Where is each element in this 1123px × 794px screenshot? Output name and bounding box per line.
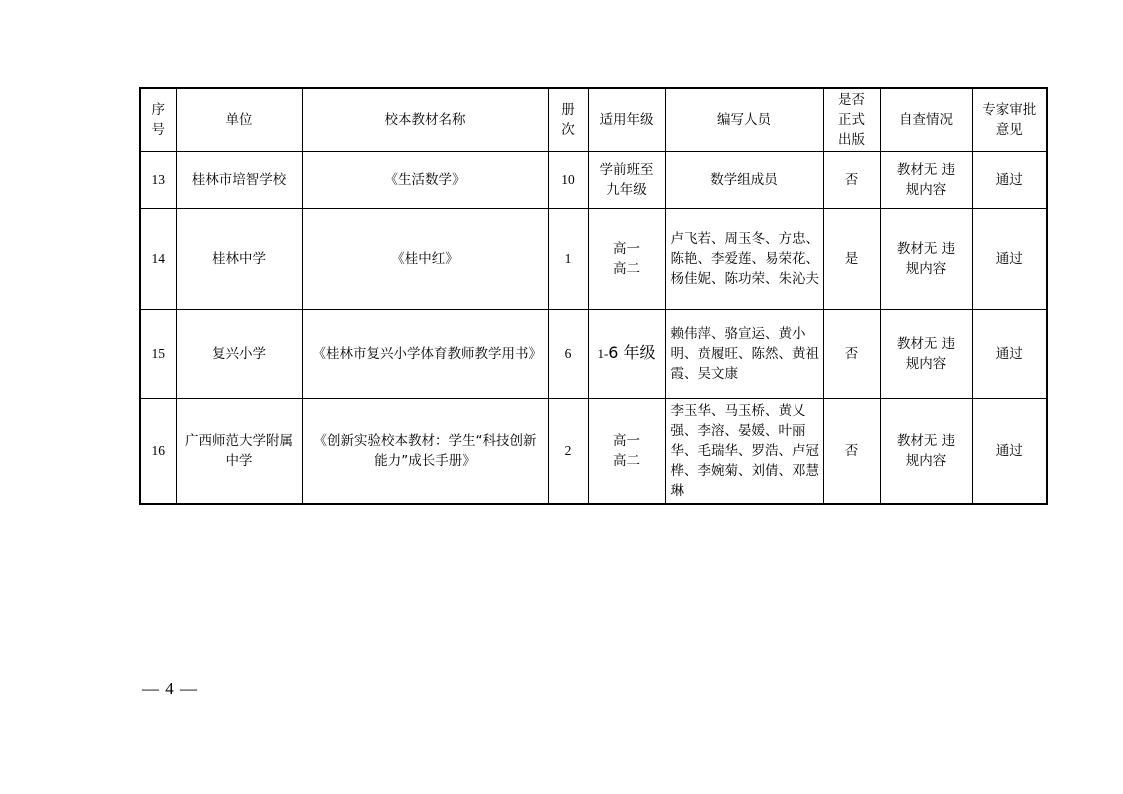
row-unit: 桂林中学 — [176, 208, 302, 309]
row-seq: 14 — [140, 208, 176, 309]
header-row — [140, 88, 1047, 151]
row-authors: 赖伟萍、骆宣运、黄小明、贲履旺、陈然、黄祖霞、吴文康 — [665, 309, 823, 398]
row-name: 《桂林市复兴小学体育教师教学用书》 — [302, 309, 548, 398]
grade-line: 高二 — [613, 260, 640, 277]
row-grade — [588, 398, 665, 504]
grade-main: 6 年级 — [608, 343, 656, 362]
row-authors: 李玉华、马玉桥、黄乂强、李溶、晏媛、叶丽华、毛瑞华、罗浩、卢冠桦、李婉菊、刘倩、邓慧琳 — [665, 398, 823, 504]
row-expert: 通过 — [972, 398, 1047, 504]
header-seq: 序号 — [140, 88, 176, 151]
row-unit: 桂林市培智学校 — [176, 151, 302, 208]
table-row — [140, 309, 1047, 398]
row-volumes: 2 — [548, 398, 588, 504]
header-authors: 编写人员 — [665, 88, 823, 151]
row-self-check: 教材无 违规内容 — [880, 398, 972, 504]
row-unit: 复兴小学 — [176, 309, 302, 398]
textbook-table — [139, 87, 1048, 505]
row-authors: 卢飞若、周玉冬、方忠、陈艳、李爱莲、易荣花、杨佳妮、陈功荣、朱沁夫 — [665, 208, 823, 309]
grade-line: 高一 — [613, 240, 640, 257]
row-seq: 13 — [140, 151, 176, 208]
row-unit: 广西师范大学附属中学 — [176, 398, 302, 504]
row-expert: 通过 — [972, 208, 1047, 309]
row-expert: 通过 — [972, 151, 1047, 208]
row-seq: 16 — [140, 398, 176, 504]
row-grade: 学前班至九年级 — [588, 151, 665, 208]
header-grade: 适用年级 — [588, 88, 665, 151]
row-name: 《创新实验校本教材：学生“科技创新能力”成长手册》 — [302, 398, 548, 504]
header-volumes: 册次 — [548, 88, 588, 151]
header-name: 校本教材名称 — [302, 88, 548, 151]
table-row — [140, 398, 1047, 504]
row-name: 《生活数学》 — [302, 151, 548, 208]
header-expert: 专家审批意见 — [972, 88, 1047, 151]
grade-line: 高二 — [613, 452, 640, 469]
row-seq: 15 — [140, 309, 176, 398]
row-volumes: 10 — [548, 151, 588, 208]
row-volumes: 6 — [548, 309, 588, 398]
row-self-check: 教材无 违规内容 — [880, 151, 972, 208]
header-published: 是否正式出版 — [823, 88, 880, 151]
row-published: 否 — [823, 151, 880, 208]
row-self-check: 教材无 违规内容 — [880, 208, 972, 309]
row-grade — [588, 208, 665, 309]
page-number: — 4 — — [142, 679, 198, 698]
row-published: 否 — [823, 398, 880, 504]
row-published: 否 — [823, 309, 880, 398]
row-published: 是 — [823, 208, 880, 309]
grade-prefix: 1- — [597, 346, 609, 361]
row-expert: 通过 — [972, 309, 1047, 398]
row-volumes: 1 — [548, 208, 588, 309]
header-self-check: 自查情况 — [880, 88, 972, 151]
table-row — [140, 208, 1047, 309]
table-row — [140, 151, 1047, 208]
row-name: 《桂中红》 — [302, 208, 548, 309]
row-authors: 数学组成员 — [665, 151, 823, 208]
grade-line: 高一 — [613, 432, 640, 449]
row-self-check: 教材无 违规内容 — [880, 309, 972, 398]
row-grade — [588, 309, 665, 398]
header-unit: 单位 — [176, 88, 302, 151]
